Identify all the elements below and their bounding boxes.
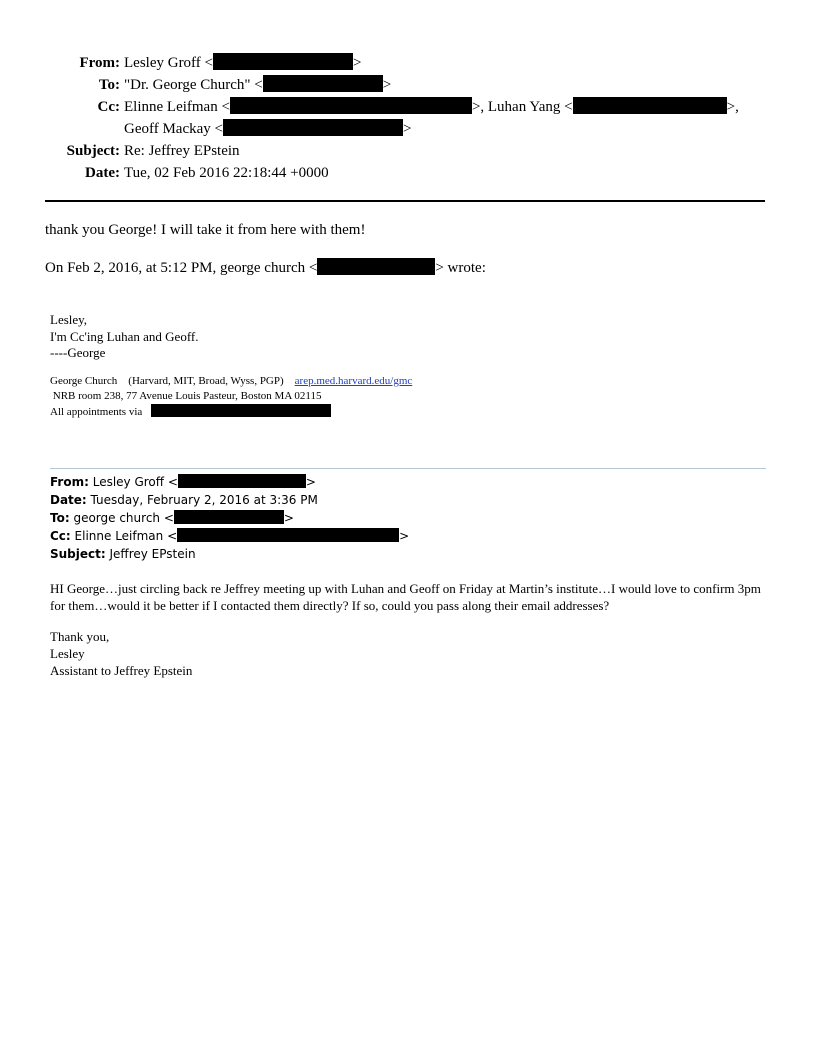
orig-cc-value: Elinne Leifman <	[70, 529, 178, 543]
quote-divider	[50, 468, 766, 469]
orig-cc-label: Cc:	[50, 529, 71, 543]
signature-block	[50, 374, 412, 420]
header-divider	[45, 200, 765, 202]
date-label: Date:	[85, 165, 120, 181]
cc-name-2: >, Luhan Yang <	[471, 99, 573, 115]
quoted-line-1: I'm Cc'ing Luhan and Geoff.	[50, 329, 199, 344]
date-value: Tue, 02 Feb 2016 22:18:44 +0000	[124, 165, 329, 181]
redaction-box	[230, 97, 472, 114]
redaction-box	[151, 404, 331, 417]
reply-attribution	[45, 258, 486, 277]
redaction-box	[178, 474, 306, 488]
cc-value-continued	[124, 118, 411, 140]
from-label: From:	[79, 55, 120, 71]
orig-from-label: From:	[50, 475, 89, 489]
orig-to-label: To:	[50, 511, 70, 525]
original-body: HI George…just circling back re Jeffrey meeting up with Luhan and Geoff on Friday at Martin’s institute…I would love to confirm 3pm for them…would it be better if I contacted them directly? If so, could you pass along their email addresses?	[50, 581, 761, 613]
cc-row	[40, 96, 739, 118]
bracket-close: >	[399, 529, 410, 543]
redaction-box	[263, 75, 383, 92]
cc-name-3: Geoff Mackay <	[124, 121, 223, 137]
date-row	[40, 162, 739, 184]
to-value	[124, 74, 391, 96]
subject-row	[40, 140, 739, 162]
bracket-close: >	[402, 121, 412, 137]
quoted-line-2: ----George	[50, 345, 106, 360]
redaction-box	[174, 510, 284, 524]
bracket-close: >	[353, 55, 362, 71]
to-label: To:	[98, 77, 120, 93]
cc-label: Cc:	[97, 99, 120, 115]
sig-link[interactable]: arep.med.harvard.edu/gmc	[294, 375, 413, 387]
from-name: Lesley Groff <	[124, 55, 213, 71]
cc-row-continued	[40, 118, 739, 140]
bracket-close: >	[305, 475, 316, 489]
signoff-line-1: Thank you,	[50, 629, 110, 644]
redaction-box	[317, 258, 435, 275]
orig-subject-row	[50, 545, 409, 563]
sig-line-2: NRB room 238, 77 Avenue Louis Pasteur, Boston MA 02115	[50, 390, 322, 402]
bracket-close: >	[382, 77, 392, 93]
orig-subject-label: Subject:	[50, 547, 106, 561]
sig-line-1: George Church (Harvard, MIT, Broad, Wyss, PGP)	[50, 375, 295, 387]
orig-from-value: Lesley Groff <	[88, 475, 178, 489]
quoted-greeting: Lesley,	[50, 312, 88, 327]
orig-date-value: Tuesday, February 2, 2016 at 3:36 PM	[86, 493, 318, 507]
orig-to-row	[50, 509, 409, 527]
orig-cc-row	[50, 527, 409, 545]
reply-text: thank you George! I will take it from here with them!	[45, 222, 366, 238]
original-header	[50, 473, 409, 563]
signoff-line-2: Lesley	[50, 646, 85, 661]
orig-to-value: george church <	[69, 511, 174, 525]
attribution-start: On Feb 2, 2016, at 5:12 PM, george church <	[45, 260, 318, 276]
attribution-end: > wrote:	[435, 260, 486, 276]
signoff-line-3: Assistant to Jeffrey Epstein	[50, 663, 193, 678]
email-header	[40, 52, 739, 184]
subject-value: Re: Jeffrey EPstein	[124, 143, 240, 159]
sig-line-3: All appointments via	[50, 406, 151, 418]
cc-value	[124, 96, 739, 118]
from-value	[124, 52, 361, 74]
redaction-box	[177, 528, 399, 542]
to-name: "Dr. George Church" <	[124, 77, 263, 93]
redaction-box	[573, 97, 727, 114]
original-signoff	[50, 628, 192, 679]
orig-date-row	[50, 491, 409, 509]
cc-sep: >,	[726, 99, 739, 115]
orig-subject-value: Jeffrey EPstein	[105, 547, 196, 561]
redaction-box	[223, 119, 403, 136]
subject-label: Subject:	[66, 143, 120, 159]
bracket-close: >	[283, 511, 294, 525]
cc-name-1: Elinne Leifman <	[124, 99, 230, 115]
redaction-box	[213, 53, 353, 70]
orig-date-label: Date:	[50, 493, 87, 507]
to-row	[40, 74, 739, 96]
orig-from-row	[50, 473, 409, 491]
from-row	[40, 52, 739, 74]
